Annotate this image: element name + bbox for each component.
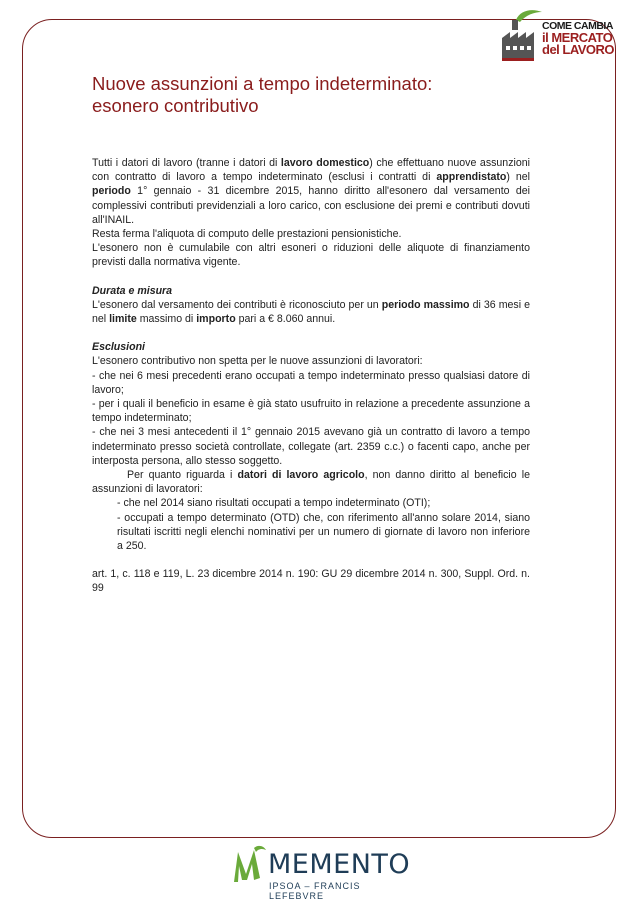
logo-line-2: il MERCATO [542, 30, 613, 45]
intro-text: ) che effettuano nuove assunzioni con contratto di lavoro a tempo indeterminato (esclusi i contratti di [92, 157, 530, 184]
document-body [92, 156, 530, 596]
memento-logo [232, 842, 412, 901]
esclusioni-item-1: - che nei 6 mesi precedenti erano occupati a tempo indeterminato presso qualsiasi datore di lavoro; [92, 369, 530, 396]
memento-subtitle: IPSOA – FRANCIS LEFEBVRE [269, 881, 361, 901]
factory-icon [498, 6, 544, 64]
esclusioni-item-3: - che nei 3 mesi antecedenti il 1° gennaio 2015 avevano già un contratto di lavoro a tempo indeterminato presso società controllate, collegate (art. 2359 c.c.) o facenti capo, anche per interposta persona, allo stesso soggetto. [92, 426, 530, 467]
durata-paragraph [92, 298, 530, 326]
agricolo-text: Per quanto riguarda i [127, 469, 238, 482]
esclusioni-item-2: - per i quali il beneficio in esame è già stato usufruito in relazione a precedente assunzione a tempo indeterminato; [92, 398, 530, 425]
logo-line-1: COME CAMBIA [542, 20, 613, 32]
agricolo-paragraph [92, 468, 530, 496]
intro-bold: apprendistato [436, 171, 507, 184]
logo-line-3: del LAVORO [542, 42, 615, 57]
durata-bold: limite [109, 313, 137, 326]
non-cumulabile-paragraph: L'esonero non è cumulabile con altri esoneri o riduzioni delle aliquote di finanziamento previsti dalla normativa vigente. [92, 242, 530, 269]
agricolo-text: , non danno diritto al beneficio le assunzioni di lavoratori: [92, 469, 530, 496]
intro-bold: lavoro domestico [280, 157, 370, 169]
page-title [92, 73, 532, 117]
intro-text: 1° gennaio - 31 dicembre 2015, hanno diritto all'esonero dal versamento dei complessivi contributi previdenziali a loro carico, con esclusione dei premi e contributi dovuti all'INAIL. [92, 185, 530, 226]
agricolo-sub-2: - occupati a tempo determinato (OTD) che, con riferimento all'anno solare 2014, siano risultati iscritti negli elenchi nominativi per un numero di giornate di lavoro non inferiore a 250. [117, 511, 530, 553]
intro-text: Tutti i datori di lavoro (tranne i datori di [92, 157, 281, 169]
title-line-1: Nuove assunzioni a tempo indeterminato: [92, 73, 433, 94]
come-cambia-logo [498, 6, 616, 64]
durata-bold: importo [196, 313, 236, 326]
durata-text: di 36 mesi e nel [92, 298, 531, 326]
title-line-2: esonero contributivo [92, 95, 259, 116]
durata-text: massimo di [136, 313, 197, 326]
durata-text: pari a € 8.060 annui. [235, 313, 336, 326]
intro-paragraph [92, 156, 530, 227]
durata-text: L'esonero dal versamento dei contributi è riconosciuto per un [92, 298, 382, 311]
esclusioni-intro: L'esonero contributivo non spetta per le nuove assunzioni di lavoratori: [92, 355, 423, 368]
intro-bold: periodo [92, 185, 131, 198]
memento-m-icon [232, 844, 268, 884]
resta-paragraph: Resta ferma l'aliquota di computo delle prestazioni pensionistiche. [92, 228, 402, 241]
agricolo-sub-1: - che nel 2014 siano risultati occupati a tempo indeterminato (OTI); [117, 497, 431, 510]
durata-heading: Durata e misura [92, 284, 173, 297]
esclusioni-heading: Esclusioni [92, 341, 145, 354]
memento-wordmark: MEMENTO [268, 849, 411, 880]
durata-bold: periodo massimo [381, 298, 470, 311]
agricolo-bold: datori di lavoro agricolo [237, 469, 365, 482]
legal-reference: art. 1, c. 118 e 119, L. 23 dicembre 2014 n. 190: GU 29 dicembre 2014 n. 300, Suppl. Ord. n. 99 [92, 568, 530, 595]
intro-text: ) nel [506, 171, 531, 184]
